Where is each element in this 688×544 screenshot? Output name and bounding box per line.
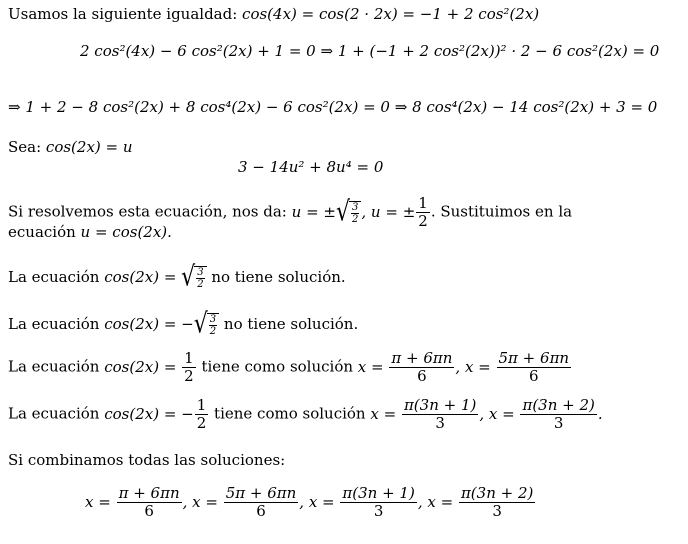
line-7-text: ecuación xyxy=(8,223,81,241)
para-1-text-b: no tiene solución. xyxy=(206,268,346,286)
line-4-text: Sea: xyxy=(8,138,46,156)
para-3-math-a: cos(2x) = $\frac{1}{2}$ xyxy=(104,349,194,385)
line-6-math: u = ± √ $\frac{3}{2}$ , u = ± $\frac{1}{2}$ xyxy=(291,194,428,230)
final-solutions-math: x = $\frac{\pi + 6\pi n}{6}$ , x = $\frac{5\pi + 6\pi n}{6}$ , x = $\frac{\pi(3n + 1)}{3}$ , x = $\frac{\pi(3n + 2)}{3}$ xyxy=(85,484,534,520)
line-6-text-b: . Sustituimos en la xyxy=(430,202,573,221)
para-3-text-b: tiene como solución xyxy=(196,357,358,376)
para-1 xyxy=(8,261,346,293)
line-1-text: Usamos la siguiente igualdad: xyxy=(8,5,243,23)
line-1 xyxy=(8,4,539,24)
para-2-text-a: La ecuación xyxy=(8,315,105,333)
line-5 xyxy=(238,157,383,177)
final-solutions xyxy=(85,485,536,520)
fraction-three-halves: $\frac{3}{2}$ xyxy=(352,201,359,225)
para-4-text-a: La ecuación xyxy=(8,404,105,423)
para-1-math: cos(2x) = √ $\frac{3}{2}$ xyxy=(104,268,206,286)
line-3-math: ⇒ 1 + 2 − 8 cos²(2x) + 8 cos⁴(2x) − 6 cos²(2x) = 0 ⇒ 8 cos⁴(2x) − 14 cos²(2x) + 3 = 0 xyxy=(8,98,658,116)
line-6-text-a: Si resolvemos esta ecuación, nos da: xyxy=(8,202,292,221)
line-1-math: cos(4x) = cos(2 · 2x) = −1 + 2 cos²(2x) xyxy=(242,5,540,23)
para-5-text: Si combinamos todas las soluciones: xyxy=(8,451,286,469)
line-4 xyxy=(8,137,133,157)
sqrt-sign: √ $\frac{3}{2}$ xyxy=(336,201,361,225)
fraction-one-half: $\frac{1}{2}$ xyxy=(418,194,428,230)
para-4-math-b: x = $\frac{\pi(3n + 1)}{3}$ , x = $\frac{\pi(3n + 2)}{3}$ . xyxy=(370,396,603,432)
para-2-text-b: no tiene solución. xyxy=(219,315,359,333)
line-7 xyxy=(8,222,172,242)
para-3-text-a: La ecuación xyxy=(8,357,105,376)
line-2 xyxy=(80,41,659,61)
para-4 xyxy=(8,397,603,432)
para-3-math-b: x = $\frac{\pi + 6\pi n}{6}$ , x = $\frac{5\pi + 6\pi n}{6}$ xyxy=(357,349,570,385)
para-5 xyxy=(8,450,285,470)
line-3 xyxy=(8,97,657,117)
para-2 xyxy=(8,308,359,340)
para-4-math-a: cos(2x) = − $\frac{1}{2}$ xyxy=(104,396,207,432)
line-5-math: 3 − 14u² + 8u⁴ = 0 xyxy=(238,158,384,176)
line-7-math: u = cos(2x). xyxy=(80,223,172,241)
para-1-text-a: La ecuación xyxy=(8,268,105,286)
line-4-math: cos(2x) = u xyxy=(45,138,133,156)
para-4-text-b: tiene como solución xyxy=(209,404,371,423)
line-2-math: 2 cos²(4x) − 6 cos²(2x) + 1 = 0 ⇒ 1 + (−1 + 2 cos²(2x))² · 2 − 6 cos²(2x) = 0 xyxy=(80,42,660,60)
para-3 xyxy=(8,350,572,385)
para-2-math: cos(2x) = − √ $\frac{3}{2}$ xyxy=(104,315,219,333)
